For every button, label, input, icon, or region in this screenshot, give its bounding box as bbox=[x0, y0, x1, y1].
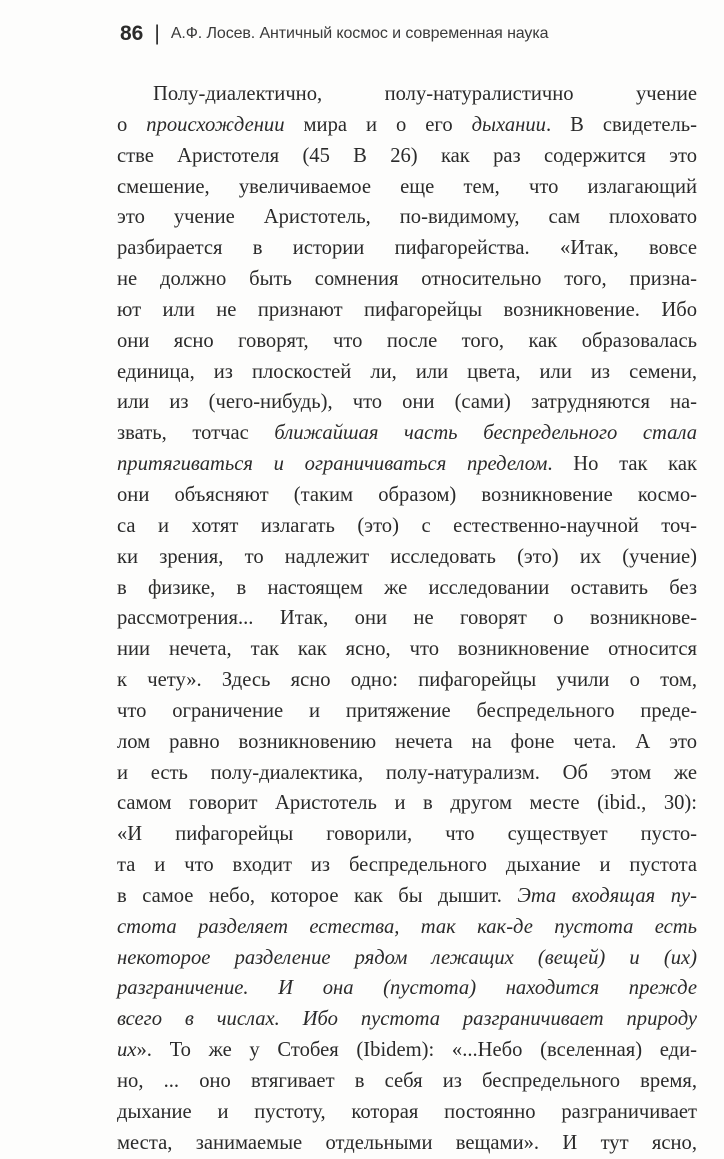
text-line bbox=[117, 573, 697, 604]
text-segment: рассмотрения... Итак, они не говорят о возникнове- bbox=[117, 607, 697, 630]
text-segment: самом говорит Аристотель и в другом месте (ibid., 30): bbox=[117, 792, 697, 815]
text-line bbox=[117, 295, 697, 326]
italic-segment: ближайшая часть беспредельного стала bbox=[274, 422, 697, 445]
text-segment: та и что входит из беспредельного дыхание и пустота bbox=[117, 854, 697, 877]
text-line bbox=[117, 819, 697, 850]
text-line bbox=[117, 973, 697, 1004]
text-line bbox=[117, 665, 697, 696]
text-segment: в физике, в настоящем же исследовании оставить без bbox=[117, 576, 697, 599]
text-line bbox=[117, 1035, 697, 1066]
text-line bbox=[117, 1128, 697, 1159]
italic-segment: притягиваться и ограничиваться пределом bbox=[117, 453, 548, 476]
text-segment: но, ... оно втягивает в себя из беспредельного время, bbox=[117, 1070, 697, 1092]
text-segment: дыхание и пустоту, которая постоянно разграничивает bbox=[117, 1100, 697, 1123]
running-header bbox=[120, 20, 548, 48]
text-line bbox=[117, 788, 697, 819]
text-line bbox=[117, 110, 697, 141]
text-line bbox=[117, 850, 697, 881]
text-segment: это учение Аристотель, по-видимому, сам плоховато bbox=[117, 206, 697, 229]
text-segment: ют или не признают пифагорейцы возникновение. Ибо bbox=[117, 298, 697, 321]
text-segment: разбирается в истории пифагорейства. «Итак, вовсе bbox=[117, 237, 697, 260]
italic-segment: стота разделяет естества, так как-де пустота есть bbox=[117, 915, 697, 938]
italic-segment: всего в числах. Ибо пустота разграничивает природу bbox=[117, 1008, 697, 1031]
text-line bbox=[117, 233, 697, 264]
text-segment: в самое небо, которое как бы дышит. bbox=[117, 884, 518, 907]
text-line bbox=[117, 326, 697, 357]
text-segment: нии нечета, так как ясно, что возникновение относится bbox=[117, 638, 697, 661]
text-line bbox=[117, 943, 697, 974]
text-segment: звать, тотчас bbox=[117, 422, 275, 445]
text-segment: единица, из плоскостей ли, или цвета, или из семени, bbox=[117, 360, 697, 383]
text-segment: . Но так как bbox=[547, 453, 698, 476]
text-line bbox=[117, 634, 697, 665]
text-segment: места, занимаемые отдельными вещами». И тут ясно, bbox=[117, 1131, 697, 1154]
text-segment: не должно быть сомнения относительно того, призна- bbox=[117, 268, 697, 291]
text-line bbox=[117, 727, 697, 758]
text-line bbox=[117, 449, 697, 480]
text-segment: Полу-диалектично, полу-натуралистично учение bbox=[153, 83, 697, 105]
text-line bbox=[117, 480, 697, 511]
italic-segment: Эта входящая пу- bbox=[517, 884, 697, 907]
page-number: 86 bbox=[120, 22, 144, 45]
italic-segment: некоторое разделение рядом лежащих (вещей) и (их) bbox=[117, 946, 697, 969]
text-segment: о bbox=[117, 113, 147, 136]
italic-segment: их bbox=[117, 1039, 137, 1062]
text-segment: к чету». Здесь ясно одно: пифагорейцы учили о том, bbox=[117, 669, 697, 692]
text-segment: и есть полу-диалектика, полу-натурализм. Об этом же bbox=[117, 761, 697, 784]
text-line bbox=[117, 511, 697, 542]
text-line bbox=[117, 696, 697, 727]
text-line bbox=[117, 1004, 697, 1035]
text-segment: что ограничение и притяжение беспредельного преде- bbox=[117, 699, 697, 722]
text-line bbox=[117, 202, 697, 233]
italic-segment: происхождении bbox=[146, 113, 285, 136]
text-segment: . В свидетель- bbox=[545, 113, 697, 136]
text-line bbox=[117, 387, 697, 418]
text-segment: мира и о его bbox=[284, 113, 472, 136]
text-segment: они объясняют (таким образом) возникновение космо- bbox=[117, 483, 697, 506]
text-line bbox=[117, 418, 697, 449]
italic-segment: дыхании bbox=[471, 113, 546, 136]
text-segment: ». То же у Стобея (Ibidem): «...Небо (вселенная) еди- bbox=[136, 1039, 697, 1062]
text-line bbox=[117, 141, 697, 172]
text-segment: ки зрения, то надлежит исследовать (это) их (учение) bbox=[117, 545, 697, 568]
text-segment: са и хотят излагать (это) с естественно-научной точ- bbox=[117, 514, 697, 537]
text-line bbox=[117, 542, 697, 573]
body-text bbox=[117, 79, 697, 1159]
text-line bbox=[117, 1097, 697, 1128]
italic-segment: разграничение. И она (пустота) находится прежде bbox=[117, 977, 697, 1000]
text-line bbox=[117, 1066, 697, 1097]
text-line bbox=[117, 912, 697, 943]
text-segment: они ясно говорят, что после того, как образовалась bbox=[117, 329, 697, 352]
text-segment: или из (чего-нибудь), что они (сами) затрудняются на- bbox=[117, 391, 697, 414]
text-line bbox=[117, 881, 697, 912]
text-line bbox=[117, 172, 697, 203]
text-segment: «И пифагорейцы говорили, что существует пусто- bbox=[117, 823, 697, 846]
text-line bbox=[117, 264, 697, 295]
header-separator: | bbox=[154, 22, 160, 45]
text-segment: стве Аристотеля (45 В 26) как раз содержится это bbox=[117, 144, 697, 167]
text-segment: лом равно возникновению нечета на фоне чета. А это bbox=[117, 730, 697, 753]
text-line bbox=[117, 758, 697, 789]
running-title: А.Ф. Лосев. Античный космос и современная наука bbox=[170, 25, 549, 42]
text-segment: смешение, увеличиваемое еще тем, что излагающий bbox=[117, 175, 697, 198]
text-line bbox=[117, 357, 697, 388]
text-line bbox=[117, 603, 697, 634]
text-line bbox=[117, 79, 697, 110]
